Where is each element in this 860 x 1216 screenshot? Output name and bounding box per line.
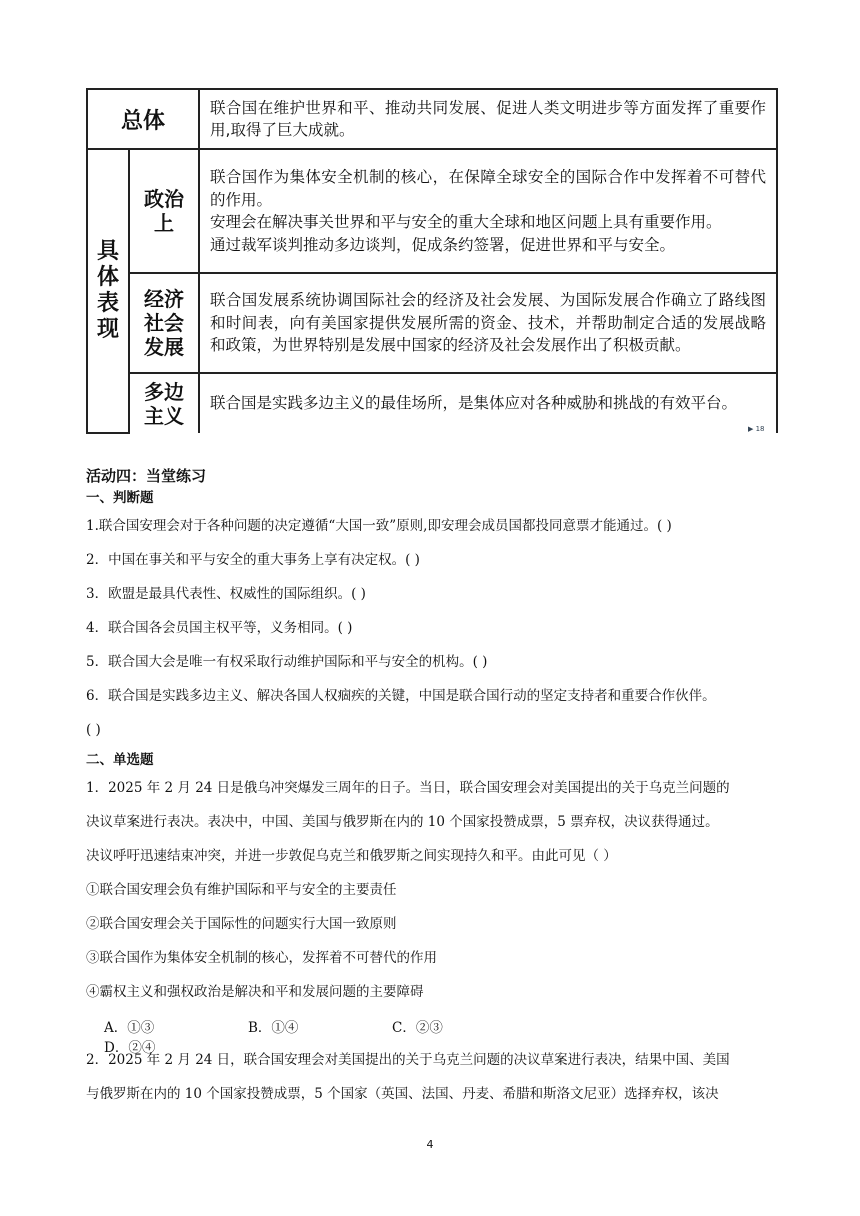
page-number: 4	[426, 1138, 434, 1151]
political-line: 联合国作为集体安全机制的核心，在保障全球安全的国际合作中发挥着不可替代的作用。	[210, 168, 766, 209]
single-choice-heading: 二、单选题	[86, 752, 154, 768]
summary-table	[86, 88, 778, 434]
overall-header: 总体	[87, 89, 199, 149]
judgment-item: 1.联合国安理会对于各种问题的决定遵循“大国一致”原则,即安理会成员国都投同意票才能通过。( )	[86, 518, 672, 534]
overall-text: 联合国在维护世界和平、推动共同发展、促进人类文明进步等方面发挥了重要作用,取得了巨大成就。	[199, 89, 777, 149]
q1-statement: ③联合国作为集体安全机制的核心，发挥着不可替代的作用	[86, 950, 437, 966]
slide-page-marker: ▶ 18	[748, 425, 765, 433]
judgment-item: 5．联合国大会是唯一有权采取行动维护国际和平与安全的机构。( )	[86, 654, 488, 670]
q1-statement: ④霸权主义和强权政治是解决和平和发展问题的主要障碍	[86, 984, 424, 1000]
option-b[interactable]: B．①④	[248, 1020, 299, 1036]
judgment-item: 6．联合国是实践多边主义、解决各国人权痼疾的关键，中国是联合国行动的坚定支持者和重要合作伙伴。	[86, 688, 716, 704]
q1-line: 1．2025 年 2 月 24 日是俄乌冲突爆发三周年的日子。当日，联合国安理会对美国提出的关于乌克兰问题的	[86, 780, 730, 796]
q2-line: 2．2025 年 2 月 24 日，联合国安理会对美国提出的关于乌克兰问题的决议草案进行表决，结果中国、美国	[86, 1052, 730, 1068]
economic-header: 经济社会发展	[129, 273, 199, 373]
option-d[interactable]: D．②④	[104, 1040, 156, 1056]
option-c[interactable]: C．②③	[392, 1020, 443, 1036]
economic-text: 联合国发展系统协调国际社会的经济及社会发展、为国际发展合作确立了路线图和时间表，向有美国家提供发展所需的资金、技术，并帮助制定合适的发展战略和政策，为世界特别是发展中国家的经济及社会发展作出了积极贡献。	[199, 273, 777, 373]
q2-line: 与俄罗斯在内的 10 个国家投赞成票，5 个国家（英国、法国、丹麦、希腊和斯洛文尼亚）选择弃权，该决	[86, 1086, 719, 1102]
political-text	[199, 149, 777, 273]
option-a[interactable]: A．①③	[104, 1020, 155, 1036]
judgment-item: 2．中国在事关和平与安全的重大事务上享有决定权。( )	[86, 552, 420, 568]
specific-header: 具体表现	[87, 149, 129, 433]
judgment-heading: 一、判断题	[86, 490, 154, 506]
judgment-item: 3．欧盟是最具代表性、权威性的国际组织。( )	[86, 586, 366, 602]
q1-line: 决议呼吁迅速结束冲突，并进一步敦促乌克兰和俄罗斯之间实现持久和平。由此可见（ ）	[86, 848, 617, 864]
judgment-item: ( )	[86, 722, 101, 738]
political-line: 通过裁军谈判推动多边谈判，促成条约签署，促进世界和平与安全。	[210, 235, 676, 254]
judgment-item: 4．联合国各会员国主权平等，义务相同。( )	[86, 620, 353, 636]
q1-line: 决议草案进行表决。表决中，中国、美国与俄罗斯在内的 10 个国家投赞成票，5 票弃权，决议获得通过。	[86, 814, 719, 830]
activity-title: 活动四：当堂练习	[86, 467, 207, 485]
q1-statement: ①联合国安理会负有维护国际和平与安全的主要责任	[86, 882, 397, 898]
political-line: 安理会在解决事关世界和平与安全的重大全球和地区问题上具有重要作用。	[210, 213, 722, 231]
multilateral-text: 联合国是实践多边主义的最佳场所，是集体应对各种威胁和挑战的有效平台。	[199, 373, 777, 433]
q1-statement: ②联合国安理会关于国际性的问题实行大国一致原则	[86, 916, 397, 932]
political-header: 政治上	[129, 149, 199, 273]
multilateral-header: 多边主义	[129, 373, 199, 433]
